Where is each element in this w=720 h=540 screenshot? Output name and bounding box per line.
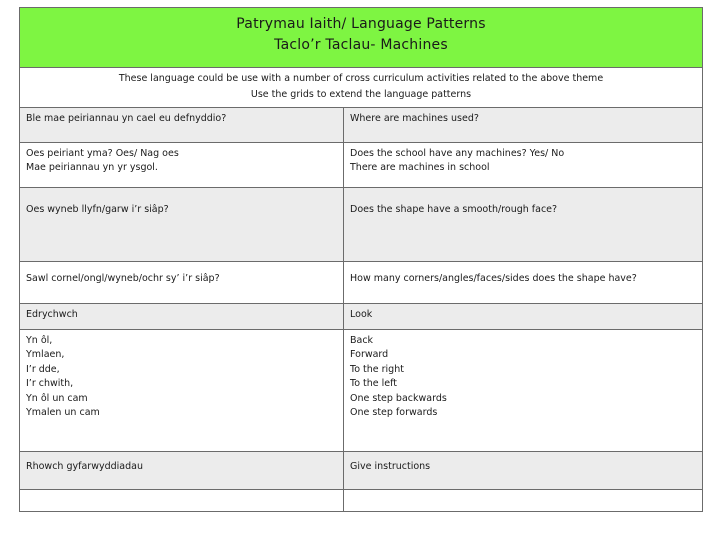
table-row [20,490,702,511]
welsh-phrase: Ble mae peiriannau yn cael eu defnyddio? [20,108,344,142]
title-line-1: Patrymau Iaith/ Language Patterns [236,16,486,32]
title-banner [20,8,702,68]
intro-line-1: These language could be use with a number of cross curriculum activities related to the above theme [118,73,604,84]
english-phrase: Does the shape have a smooth/rough face? [350,204,558,215]
english-phrase: How many corners/angles/faces/sides does the shape have? [350,273,637,284]
intro-box [20,68,702,108]
welsh-phrase: Edrychwch [20,304,344,329]
english-phrase: Back Forward To the right To the left One step backwards One step forwards [350,335,447,419]
title-line-2: Taclo’r Taclau- Machines [274,37,448,53]
welsh-phrase: Rhowch gyfarwyddiadau [20,452,344,489]
english-phrase: Give instructions [350,461,431,472]
english-phrase: Look [350,309,373,320]
welsh-phrase: Oes wyneb llyfn/garw i’r siâp? [20,188,344,261]
table-row [20,262,702,304]
table-row [20,143,702,188]
english-phrase: Where are machines used? [350,113,479,124]
table-row [20,452,702,490]
intro-line-2: Use the grids to extend the language patterns [250,89,472,100]
welsh-phrase: Oes peiriant yma? Oes/ Nag oes Mae peiriannau yn yr ysgol. [20,143,344,187]
language-patterns-sheet [19,7,703,512]
welsh-phrase [20,490,344,511]
welsh-phrase: Yn ôl, Ymlaen, I’r dde, I’r chwith, Yn ôl un cam Ymalen un cam [20,330,344,451]
welsh-phrase: Sawl cornel/ongl/wyneb/ochr sy’ i’r siâp? [20,262,344,303]
english-phrase [344,490,702,511]
table-row [20,108,702,143]
english-phrase: Does the school have any machines? Yes/ No There are machines in school [350,148,565,174]
table-row [20,188,702,262]
table-row [20,330,702,452]
table-row [20,304,702,330]
